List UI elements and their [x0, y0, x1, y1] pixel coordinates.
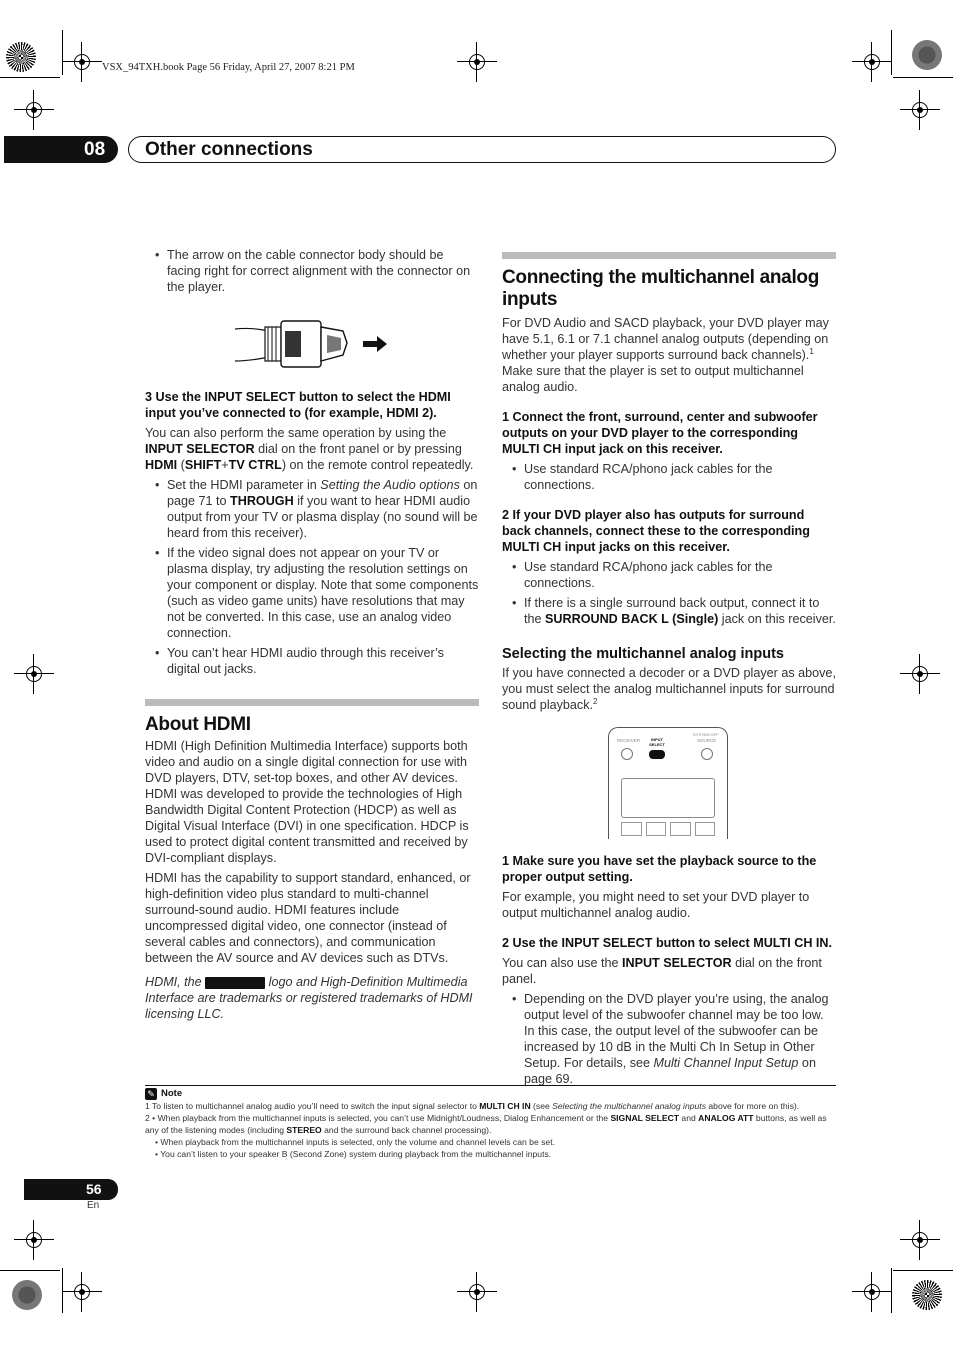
- remote-lcd-display: [621, 778, 715, 818]
- receiver-power-button: [621, 748, 633, 760]
- crosshair-mark: [908, 98, 932, 122]
- bullet-subwoofer-level: • Depending on the DVD player you’re using, the analog output level of the subwoofer channel may be too low. In this case, the output level of the subwoofer can be increased by 10 dB in the Multi Ch In Setup in Other Setup. For details, see Multi Channel Input Setup on page 69.: [502, 991, 836, 1087]
- chapter-title: Other connections: [145, 139, 313, 160]
- bullet-rca-cables: • Use standard RCA/phono jack cables for the connections.: [502, 461, 836, 493]
- section-divider: [502, 252, 836, 259]
- step-1-source-heading: 1 Make sure you have set the playback source to the proper output setting.: [502, 854, 817, 884]
- bullet-arrow-note: • The arrow on the cable connector body should be facing right for correct alignment with the connector on the player.: [145, 247, 479, 295]
- remote-input-select-label: INPUT SELECT: [649, 737, 665, 747]
- footnote-2-speaker-b: • You can’t listen to your speaker B (Second Zone) system during playback from the multichannel inputs.: [155, 1149, 552, 1159]
- selecting-inputs-heading: Selecting the multichannel analog inputs: [502, 646, 784, 662]
- crosshair-mark: [465, 1280, 489, 1304]
- right-column: [502, 252, 836, 1091]
- note-heading: ✎ Note: [145, 1088, 836, 1100]
- step-1-source-body: For example, you might need to set your DVD player to output multichannel analog audio.: [502, 890, 810, 920]
- bullet-video-signal: • If the video signal does not appear on your TV or plasma display, try adjusting the resolution settings on your component or display. Note that some components (such as video game units) have resolutions that may not be converted. In this case, use an analog video connection.: [145, 545, 479, 641]
- registration-sunburst-tl: [6, 42, 36, 72]
- page-language: En: [87, 1200, 100, 1211]
- crop-mark: [62, 30, 63, 75]
- about-hdmi-paragraph-2: HDMI has the capability to support standard, enhanced, or high-definition video plus standard to multi-channel surround-sound audio. HDMI features include uncompressed digital video, one connector (instead of several cables and connectors), and communication between the AV source and AV devices such as DTVs.: [145, 871, 471, 965]
- chapter-number-tab: 08: [4, 136, 118, 163]
- bullet-hdmi-parameter: • Set the HDMI parameter in Setting the Audio options on page 71 to THROUGH if you want to hear HDMI audio output from your TV or plasma display (no sound will be heard from this receiver).: [145, 477, 479, 541]
- trademark-note: HDMI, the logo and High-Definition Multimedia Interface are trademarks or registered trademarks of HDMI licensing LLC.: [145, 975, 473, 1021]
- footnote-1: 1 To listen to multichannel analog audio you’ll need to switch the input signal selector to MULTI CH IN (see Selecting the multichannel analog inputs above for more on this).: [145, 1101, 800, 1111]
- crosshair-mark: [860, 50, 884, 74]
- crop-mark: [891, 30, 892, 75]
- crop-mark: [893, 77, 953, 78]
- remote-system-off-label: SYSTEM OFF: [693, 732, 719, 737]
- step-2-multich-body: You can also use the INPUT SELECTOR dial on the front panel.: [502, 956, 822, 986]
- section-divider: [145, 699, 479, 706]
- crosshair-mark: [908, 1228, 932, 1252]
- page-number: 56: [24, 1179, 118, 1200]
- multichannel-intro: For DVD Audio and SACD playback, your DVD player may have 5.1, 6.1 or 7.1 channel analog outputs (depending on whether your player supports surround back channels).$^1$ Make sure that the player is set to output multichannel analog audio.: [502, 316, 829, 394]
- crosshair-mark: [465, 50, 489, 74]
- hdmi-logo-icon: [205, 977, 265, 989]
- step-1-heading: 1 Connect the front, surround, center and subwoofer outputs on your DVD player to the corresponding MULTI CH input jack on this receiver.: [502, 410, 818, 456]
- step-3-body: You can also perform the same operation by using the INPUT SELECTOR dial on the front panel or by pressing HDMI (SHIFT+TV CTRL) on the remote control repeatedly.: [145, 426, 474, 472]
- selecting-inputs-paragraph: If you have connected a decoder or a DVD player as above, you must select the analog multichannel inputs for surround sound playback.$^2$: [502, 666, 836, 712]
- crosshair-mark: [22, 662, 46, 686]
- footnotes: [145, 1085, 836, 1160]
- crop-mark: [891, 1268, 892, 1313]
- crosshair-mark: [70, 50, 94, 74]
- registration-gray-bl: [12, 1280, 42, 1310]
- crop-mark: [0, 77, 60, 78]
- source-power-button: [701, 748, 713, 760]
- step-3-heading: 3 Use the INPUT SELECT button to select the HDMI input you’ve connected to (for example, HDMI 2).: [145, 390, 451, 420]
- crosshair-mark: [908, 662, 932, 686]
- crop-mark: [62, 1268, 63, 1313]
- registration-sunburst-br: [912, 1280, 942, 1310]
- note-pencil-icon: ✎: [145, 1088, 157, 1100]
- footnote-2-volume: • When playback from the multichannel inputs is selected, only the volume and channel levels can be set.: [155, 1137, 555, 1147]
- bullet-single-surround: • If there is a single surround back output, connect it to the SURROUND BACK L (Single) jack on this receiver.: [502, 595, 836, 627]
- crosshair-mark: [22, 1228, 46, 1252]
- crop-mark: [893, 1270, 953, 1271]
- bullet-rca-cables: • Use standard RCA/phono jack cables for the connections.: [502, 559, 836, 591]
- remote-button-row: [621, 822, 715, 836]
- hdmi-connector-illustration: [145, 301, 479, 381]
- about-hdmi-paragraph-1: HDMI (High Definition Multimedia Interface) supports both video and audio on a single digital connection for use with DVD players, DTV, set-top boxes, and other AV devices. HDMI was developed to provide the technologies of High Bandwidth Digital Content Protection (HDCP) as well as Digital Visual Interface (DVI) in one specification. HDCP is used to protect digital content transmitted and received by DVI-compliant displays.: [145, 739, 469, 865]
- crosshair-mark: [860, 1280, 884, 1304]
- left-column: [145, 247, 479, 1026]
- footnote-2: 2 • When playback from the multichannel inputs is selected, you can’t use Midnight/Loudness, Dialog Enhancement or the SIGNAL SELECT and ANALOG ATT buttons, as well as any of the listening modes (including STEREO and the surround back channel processing).: [145, 1113, 827, 1135]
- remote-source-label: SOURCE: [697, 738, 717, 743]
- crosshair-mark: [22, 98, 46, 122]
- crop-mark: [0, 1270, 60, 1271]
- remote-receiver-label: RECEIVER: [617, 738, 641, 743]
- registration-gray-tr: [912, 40, 942, 70]
- multichannel-heading: Connecting the multichannel analog inputs: [502, 267, 820, 310]
- input-select-button: [649, 750, 665, 759]
- print-info-line: VSX_94TXH.book Page 56 Friday, April 27, 2007 8:21 PM: [102, 62, 355, 73]
- about-hdmi-heading: About HDMI: [145, 714, 251, 735]
- remote-control-illustration: [608, 727, 728, 839]
- step-2-multich-heading: 2 Use the INPUT SELECT button to select MULTI CH IN.: [502, 936, 833, 950]
- step-2-heading: 2 If your DVD player also has outputs for surround back channels, connect these to the corresponding MULTI CH input jacks on this receiver.: [502, 508, 810, 554]
- crosshair-mark: [70, 1280, 94, 1304]
- bullet-digital-out: • You can’t hear HDMI audio through this receiver’s digital out jacks.: [145, 645, 479, 677]
